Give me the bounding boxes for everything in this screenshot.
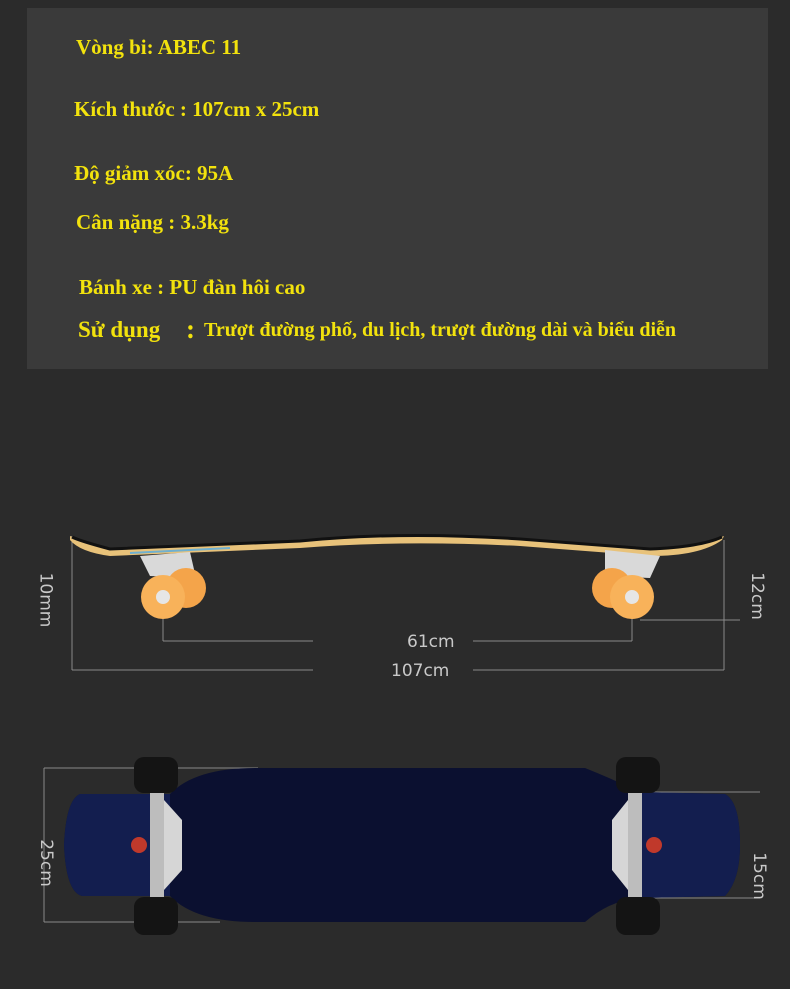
top-truck-right-bushing xyxy=(646,837,662,853)
dim-side-height-left: 10mm xyxy=(35,572,56,628)
spec-usage-text: Trượt đường phố, du lịch, trượt đường dài và biểu diễn xyxy=(204,319,677,341)
top-wheel-front-right xyxy=(134,897,178,935)
top-truck-right-axle xyxy=(628,780,642,910)
spec-hardness: Độ giảm xóc: 95A xyxy=(74,161,234,185)
top-truck-left-bushing xyxy=(131,837,147,853)
spec-usage-colon: : xyxy=(186,314,195,344)
dim-wheelbase: 61cm xyxy=(407,632,455,652)
spec-wheels: Bánh xe : PU đàn hôi cao xyxy=(79,275,306,299)
top-truck-left-axle xyxy=(150,780,164,910)
dim-width-right: 15cm xyxy=(748,852,769,900)
dim-side-height-right: 12cm xyxy=(746,572,767,620)
side-wheel-right-hub xyxy=(625,590,639,604)
spec-size: Kích thước : 107cm x 25cm xyxy=(74,97,320,121)
spec-bearing: Vòng bi: ABEC 11 xyxy=(76,35,242,59)
top-wheel-back-right xyxy=(616,897,660,935)
spec-weight: Cân nặng : 3.3kg xyxy=(76,210,229,234)
side-view-board xyxy=(70,534,740,670)
spec-usage-label: Sử dụng xyxy=(78,317,161,342)
top-wheel-back-left xyxy=(616,757,660,793)
dim-width-left: 25cm xyxy=(35,839,56,887)
top-wheel-front-left xyxy=(134,757,178,793)
top-view-board xyxy=(44,757,760,935)
side-wheel-left-hub xyxy=(156,590,170,604)
dim-length: 107cm xyxy=(391,661,450,681)
